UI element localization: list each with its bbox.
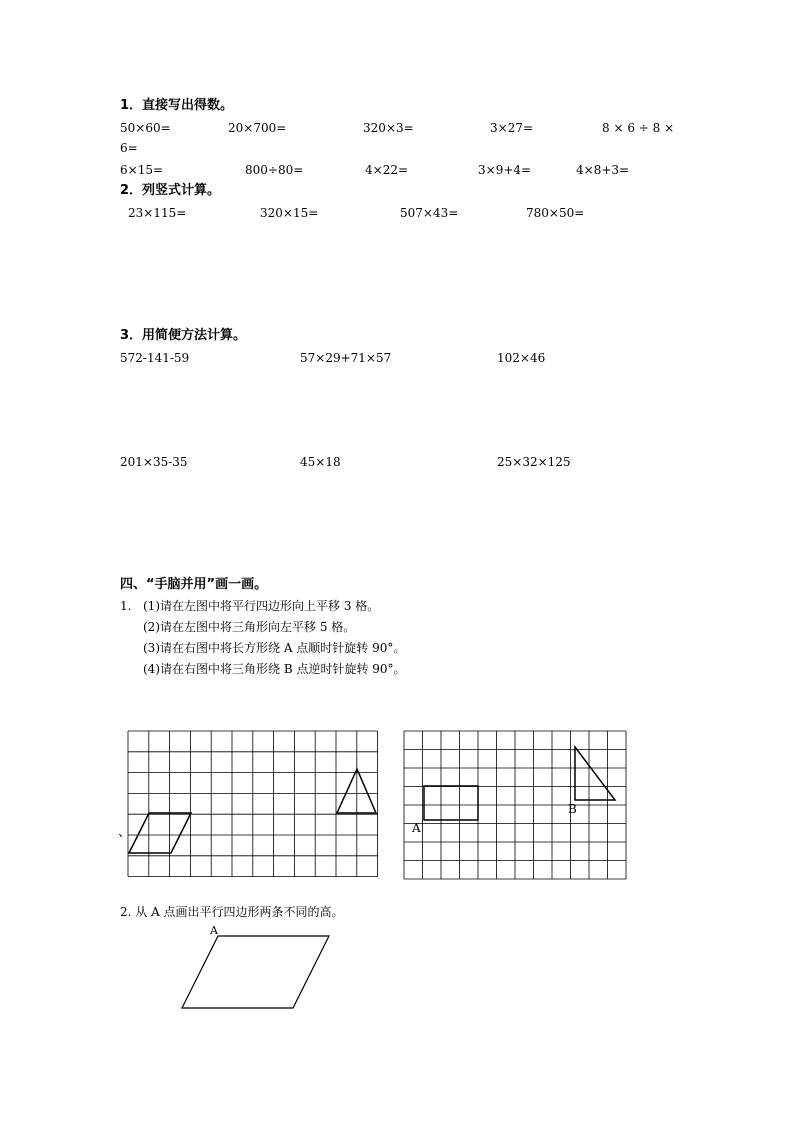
oral-item: 8 × 6 ÷ 8 × xyxy=(602,121,675,135)
simple-calc-item: 57×29+71×57 xyxy=(300,351,392,365)
simple-calc-item: 25×32×125 xyxy=(497,455,571,469)
right-triangle-shape xyxy=(575,747,615,800)
question-2: 2. 从 A 点画出平行四边形两条不同的高。 xyxy=(120,905,344,919)
simple-calc-item: 45×18 xyxy=(300,455,341,469)
instruction-line: (2)请在左图中将三角形向左平移 5 格。 xyxy=(143,620,356,634)
simple-calc-item: 201×35-35 xyxy=(120,455,188,469)
oral-item: 20×700= xyxy=(228,121,287,135)
section4-heading: 四、“手脑并用”画一画。 xyxy=(120,577,268,592)
section3-heading: 3．用简便方法计算。 xyxy=(120,328,247,343)
left-grid-mark: 、 xyxy=(118,825,132,840)
oral-item: 320×3= xyxy=(363,121,414,135)
point-b-label: B xyxy=(568,802,577,816)
vertical-calc-item: 780×50= xyxy=(526,206,585,220)
oral-item: 800÷80= xyxy=(245,163,304,177)
instruction-line: (1)请在左图中将平行四边形向上平移 3 格。 xyxy=(143,599,380,613)
oral-item: 6×15= xyxy=(120,163,164,177)
simple-calc-item: 102×46 xyxy=(497,351,546,365)
vertical-calc-item: 23×115= xyxy=(128,206,187,220)
oral-item: 50×60= xyxy=(120,121,171,135)
rectangle-shape xyxy=(424,786,478,820)
oral-item: 3×9+4= xyxy=(478,163,532,177)
vertical-calc-item: 507×43= xyxy=(400,206,459,220)
parallelogram-shape xyxy=(129,813,191,853)
right-grid xyxy=(404,731,626,879)
vertical-calc-item: 320×15= xyxy=(260,206,319,220)
section2-heading: 2．列竖式计算。 xyxy=(120,183,221,198)
left-grid xyxy=(128,731,378,877)
parallelogram-point-a-label: A xyxy=(210,924,218,937)
oral-item-wrap: 6= xyxy=(120,141,138,155)
oral-item: 4×22= xyxy=(365,163,409,177)
section1-heading: 1．直接写出得数。 xyxy=(120,98,234,113)
instruction-line: (4)请在右图中将三角形绕 B 点逆时针旋转 90°。 xyxy=(143,662,406,676)
question-number: 1. xyxy=(120,599,132,613)
simple-calc-item: 572-141-59 xyxy=(120,351,190,365)
instruction-line: (3)请在右图中将长方形绕 A 点顺时针旋转 90°。 xyxy=(143,641,406,655)
oral-item: 4×8+3= xyxy=(576,163,630,177)
triangle-shape xyxy=(337,769,376,813)
parallelogram-question-shape xyxy=(182,936,329,1008)
oral-item: 3×27= xyxy=(490,121,534,135)
point-a-label: A xyxy=(412,821,421,835)
